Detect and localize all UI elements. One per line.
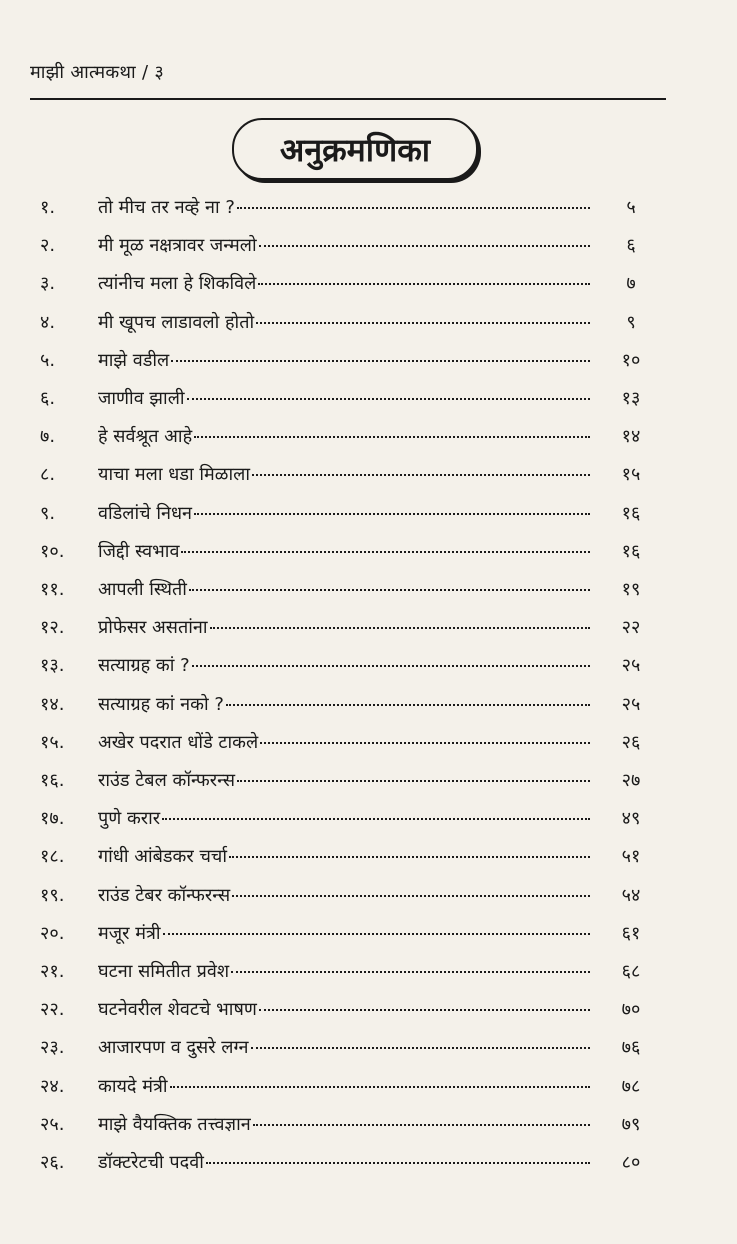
dot-leader [252, 474, 590, 476]
toc-entry-page: ७ [626, 273, 636, 295]
toc-entry [0, 1112, 737, 1142]
toc-entry [0, 348, 737, 378]
toc-entry-number: ८. [40, 464, 56, 486]
dot-leader [259, 245, 590, 247]
dot-leader [194, 513, 590, 515]
toc-entry-page: १६ [621, 540, 641, 562]
dot-leader [232, 895, 590, 897]
toc-entry-page: ६१ [621, 922, 641, 944]
toc-entry-title: माझे वैयक्तिक तत्त्वज्ञान [98, 1113, 251, 1135]
toc-entry-title: डॉक्टरेटची पदवी [98, 1152, 204, 1173]
toc-entry-title: मी मूळ नक्षत्रावर जन्मलो [98, 235, 257, 257]
toc-entry [0, 806, 737, 836]
toc-entry-title-line [98, 462, 590, 486]
toc-entry-page: ५ [626, 197, 636, 218]
toc-entry-page: २७ [621, 770, 641, 791]
dot-leader [194, 436, 590, 438]
toc-entry [0, 615, 737, 645]
toc-entry-title: आपली स्थिती [98, 579, 187, 600]
toc-entry-number: १६. [40, 770, 65, 791]
dot-leader [237, 207, 590, 209]
toc-entry-title: राउंड टेबल कॉन्फरन्स [98, 770, 236, 791]
toc-entry-number: ५. [40, 349, 56, 371]
toc-entry-title: घटनेवरील शेवटचे भाषण [98, 999, 257, 1021]
toc-entry-title-line [98, 348, 590, 372]
toc-entry-number: १४. [40, 693, 65, 715]
header-rule [30, 98, 666, 100]
toc-entry-title: पुणे करार [98, 808, 161, 830]
toc-entry [0, 195, 737, 225]
toc-entry [0, 271, 737, 301]
toc-entry-title: सत्याग्रह कां नको ? [98, 693, 224, 715]
toc-entry-page: २५ [621, 655, 641, 677]
dot-leader [258, 283, 590, 285]
toc-entry-page: ७६ [621, 1037, 641, 1059]
toc-entry-title-line [98, 577, 590, 601]
toc-entry [0, 577, 737, 607]
toc-entry-title: मी खूपच लाडावलो होतो [98, 311, 255, 333]
dot-leader [256, 322, 590, 324]
toc-entry [0, 921, 737, 951]
toc-title [232, 118, 478, 180]
toc-entry-number: १२. [40, 617, 65, 639]
toc-entry-number: २५. [40, 1113, 65, 1135]
toc-entry-title-line [98, 271, 590, 295]
toc-entry [0, 424, 737, 454]
toc-entry-title: आजारपण व दुसरे लग्न [98, 1037, 249, 1059]
toc-entry-number: ११. [40, 579, 65, 600]
toc-entry [0, 768, 737, 798]
toc-entry-title-line [98, 997, 590, 1021]
dot-leader [260, 742, 590, 744]
toc-entry-page: ८० [621, 1152, 641, 1173]
toc-entry-number: १९. [40, 884, 65, 906]
toc-entry-page: ७८ [621, 1075, 641, 1097]
toc-entry-title: जिद्दी स्वभाव [98, 540, 180, 562]
toc-entry-page: १५ [621, 464, 641, 486]
toc-entry-title-line [98, 692, 590, 716]
dot-leader [181, 551, 590, 553]
toc-entry-page: १३ [621, 388, 641, 409]
toc-entry-number: २३. [40, 1037, 65, 1059]
toc-entry-page: ७० [621, 999, 641, 1021]
dot-leader [229, 856, 590, 858]
toc-entry-number: १. [40, 197, 56, 218]
toc-entry-page: ७९ [621, 1113, 641, 1135]
toc-entry-page: ९ [626, 311, 636, 333]
toc-entry-title: कायदे मंत्री [98, 1075, 168, 1097]
toc-entry [0, 501, 737, 531]
toc-entry-title: त्यांनीच मला हे शिकविले [98, 273, 257, 295]
dot-leader [192, 665, 590, 667]
toc-entry [0, 539, 737, 569]
toc-entry-page: १६ [621, 502, 641, 524]
toc-entry-title-line [98, 424, 590, 448]
dot-leader [170, 1086, 590, 1088]
toc-entry-title-line [98, 233, 590, 257]
running-header: माझी आत्मकथा / ३ [30, 62, 165, 83]
toc-entry-page: ४९ [621, 808, 641, 830]
toc-entry-title: वडिलांचे निधन [98, 502, 193, 524]
toc-entry-title-line [98, 386, 590, 410]
toc-entry-page: २५ [621, 693, 641, 715]
dot-leader [253, 1124, 590, 1126]
toc-entry-page: १९ [621, 579, 641, 600]
toc-entry [0, 233, 737, 263]
toc-entry-number: ९. [40, 502, 56, 524]
toc-entry-title: राउंड टेबर कॉन्फरन्स [98, 884, 231, 906]
toc-entry-title-line [98, 501, 590, 525]
toc-entry-number: २. [40, 235, 56, 257]
toc-entry-title: घटना समितीत प्रवेश [98, 961, 230, 982]
toc-entry-page: ५४ [621, 884, 641, 906]
toc-entry-number: ४. [40, 311, 56, 333]
toc-entry-title-line [98, 806, 590, 830]
toc-entry-number: ३. [40, 273, 56, 295]
toc-entry-title-line [98, 195, 590, 219]
toc-entry-number: १७. [40, 808, 65, 830]
toc-entry-number: २२. [40, 999, 65, 1021]
toc-entry-title-line [98, 615, 590, 639]
dot-leader [206, 1162, 590, 1164]
toc-entry-title-line [98, 1150, 590, 1174]
toc-entry-number: १०. [40, 540, 65, 562]
dot-leader [237, 780, 590, 782]
dot-leader [171, 360, 590, 362]
dot-leader [259, 1009, 590, 1011]
toc-entry-title-line [98, 1035, 590, 1059]
toc-entry [0, 653, 737, 683]
dot-leader [226, 704, 590, 706]
dot-leader [189, 589, 590, 591]
toc-entry-title-line [98, 921, 590, 945]
toc-entry-title-line [98, 1112, 590, 1136]
toc-entry-title: तो मीच तर नव्हे ना ? [98, 197, 235, 218]
toc-entry-title-line [98, 310, 590, 334]
toc-entry-number: ६. [40, 388, 56, 409]
dot-leader [163, 933, 590, 935]
toc-entry-number: १५. [40, 731, 65, 753]
toc-entry-title: हे सर्वश्रूत आहे [98, 426, 193, 448]
toc-entry-title-line [98, 959, 590, 983]
toc-entry [0, 844, 737, 874]
toc-entry-title: सत्याग्रह कां ? [98, 655, 190, 677]
dot-leader [187, 398, 590, 400]
toc-entry-number: ७. [40, 426, 56, 448]
toc-entry-title-line [98, 539, 590, 563]
toc-entry-number: १८. [40, 846, 65, 868]
toc-entry-title-line [98, 730, 590, 754]
toc-entry-title-line [98, 883, 590, 907]
toc-entry-page: १० [621, 349, 641, 371]
toc-entry-number: २४. [40, 1075, 65, 1097]
toc-entry [0, 730, 737, 760]
toc-entry-page: ५१ [621, 846, 641, 868]
toc-entry-page: २६ [621, 731, 641, 753]
toc-title-text: अनुक्रमणिका [279, 130, 431, 169]
toc-entry-title: अखेर पदरात धोंडे टाकले [98, 731, 259, 753]
toc-entry-number: १३. [40, 655, 65, 677]
toc-entry [0, 386, 737, 416]
toc-entry [0, 883, 737, 913]
toc-entry-title: प्रोफेसर असतांना [98, 617, 208, 639]
toc-entry-title-line [98, 653, 590, 677]
toc-entry-number: २६. [40, 1152, 65, 1173]
toc-entry [0, 462, 737, 492]
toc-entry-title-line [98, 844, 590, 868]
toc-entry [0, 997, 737, 1027]
toc-entry-number: २१. [40, 961, 65, 982]
toc-entry [0, 1035, 737, 1065]
toc-entry-title: माझे वडील [98, 349, 170, 371]
toc-entry-title-line [98, 768, 590, 792]
toc-entry-title: जाणीव झाली [98, 388, 185, 409]
toc-entry [0, 1150, 737, 1180]
toc-entry-title: मजूर मंत्री [98, 922, 161, 944]
toc-entry-page: ६ [626, 235, 636, 257]
toc-entry-title: गांधी आंबेडकर चर्चा [98, 846, 227, 868]
toc-entry-title-line [98, 1074, 590, 1098]
toc-entry-page: १४ [621, 426, 641, 448]
toc-entry-page: ६८ [621, 961, 641, 982]
dot-leader [210, 627, 590, 629]
dot-leader [162, 818, 590, 820]
toc-entry [0, 1074, 737, 1104]
toc-entry [0, 959, 737, 989]
toc-entry-number: २०. [40, 922, 65, 944]
toc-entry-title: याचा मला धडा मिळाला [98, 464, 250, 486]
dot-leader [231, 971, 590, 973]
toc-entry [0, 692, 737, 722]
toc-entry [0, 310, 737, 340]
dot-leader [251, 1047, 590, 1049]
toc-entry-page: २२ [621, 617, 641, 639]
